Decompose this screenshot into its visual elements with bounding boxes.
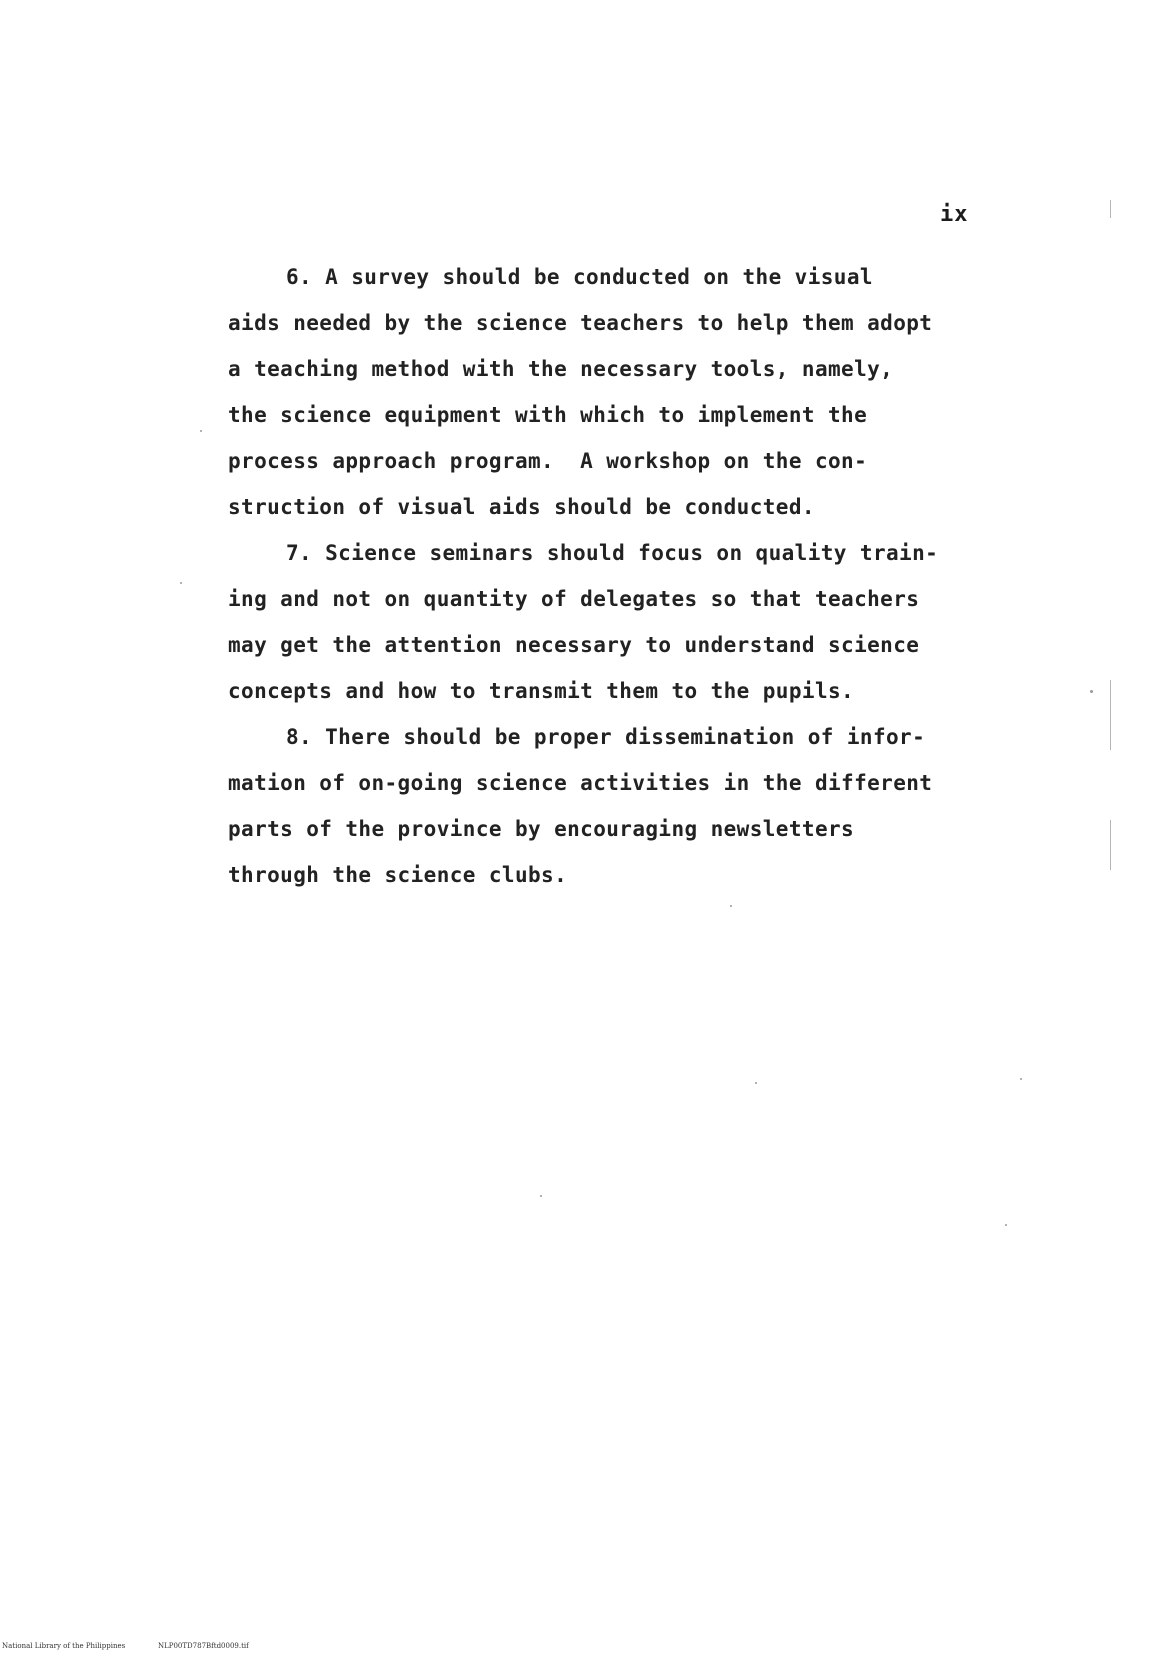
scan-speck [1090,690,1093,693]
text-line: 7. Science seminars should focus on quality train- [286,541,939,565]
text-line: the science equipment with which to implement the [228,403,868,427]
scan-speck [540,1195,542,1197]
scan-speck [1020,1078,1022,1080]
page-number: ix [940,202,969,227]
text-line: may get the attention necessary to understand science [228,633,920,657]
scan-mark [1110,200,1111,218]
text-line: mation of on-going science activities in the different [228,771,933,795]
footer-filename: NLP00TD787Bftd0009.tif [158,1642,249,1650]
scan-speck [180,582,182,584]
footer-library-name: National Library of the Philippines [2,1642,126,1650]
text-line: parts of the province by encouraging newsletters [228,817,855,841]
text-line: ing and not on quantity of delegates so that teachers [228,587,920,611]
scan-speck [730,905,732,907]
text-line: concepts and how to transmit them to the pupils. [228,679,855,703]
scan-speck [1005,1224,1007,1226]
text-line: 8. There should be proper dissemination of infor- [286,725,926,749]
text-line: process approach program. A workshop on the con- [228,449,868,473]
scan-speck [755,1082,757,1084]
text-line: a teaching method with the necessary tools, namely, [228,357,894,381]
scan-mark [1110,680,1111,750]
text-line: aids needed by the science teachers to help them adopt [228,311,933,335]
scan-mark [1110,820,1111,870]
scan-speck [200,430,202,432]
text-line: 6. A survey should be conducted on the visual [286,265,873,289]
text-line: struction of visual aids should be conducted. [228,495,815,519]
text-line: through the science clubs. [228,863,568,887]
